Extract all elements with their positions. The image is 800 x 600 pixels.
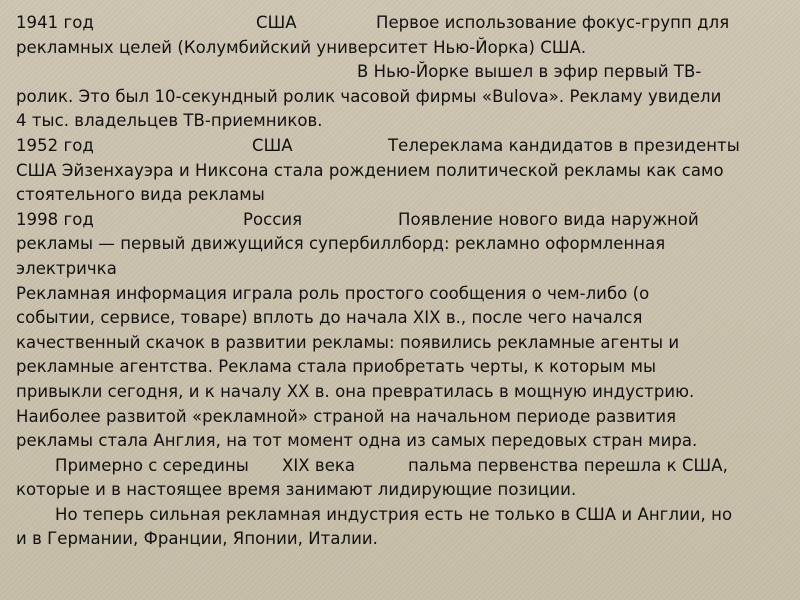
industry-text-2: и в Германии, Франции, Японии, Италии.	[16, 529, 378, 549]
entry-1952-text-3: стоятельного вида рекламы	[16, 185, 265, 205]
entry-tv-text-1: В Нью-Йорке вышел в эфир первый ТВ-	[357, 62, 702, 82]
history-line	[16, 306, 784, 331]
entry-1952-text-1: Телереклама кандидатов в президенты	[388, 135, 740, 155]
entry-1941-year: 1941 год	[16, 13, 94, 32]
entry-1941-text-2: рекламных целей (Колумбийский университет Нью-Йорка) США.	[16, 37, 587, 57]
usa-text-2: которые и в настоящее время занимают лидирующие позиции.	[16, 480, 577, 500]
entry-1998-text-3: электричка	[16, 258, 117, 278]
entry-tv-line-1	[16, 60, 784, 85]
industry-text-1: Но теперь сильная рекламная индустрия есть не только в США и Англии, но	[55, 504, 733, 524]
entry-1952-line-1	[16, 134, 784, 159]
industry-line-2	[16, 527, 784, 552]
usa-text-part-1: Примерно с середины	[55, 455, 249, 475]
history-line	[16, 331, 784, 356]
history-line	[16, 282, 784, 307]
entry-1998-year: 1998 год	[16, 209, 94, 229]
history-text: событии, сервисе, товаре) вплоть до начала XIX в., после чего начался	[16, 308, 643, 328]
industry-line-1	[16, 503, 784, 528]
history-text: привыкли сегодня, и к началу XX в. она превратилась в мощную индустрию.	[16, 381, 695, 401]
usa-line-2	[16, 478, 784, 503]
usa-text-part-3: пальма первенства перешла к США,	[408, 455, 728, 475]
history-text: рекламные агентства. Реклама стала приобретать черты, к которым мы	[16, 357, 657, 377]
entry-1952-line-3	[16, 183, 784, 208]
entry-tv-text-3: 4 тыс. владельцев ТВ-приемников.	[16, 111, 323, 131]
usa-line-1	[16, 454, 784, 479]
history-text: Наиболее развитой «рекламной» страной на начальном периоде развития	[16, 406, 677, 426]
entry-1952-year: 1952 год	[16, 135, 94, 155]
history-line	[16, 405, 784, 430]
entry-1998-country: Россия	[243, 209, 303, 229]
entry-1941-line-1	[16, 11, 784, 36]
history-line	[16, 429, 784, 454]
entry-1952-line-2	[16, 159, 784, 184]
entry-1998-text-1: Появление нового вида наружной	[398, 209, 699, 229]
entry-1998-line-2	[16, 232, 784, 257]
history-line	[16, 380, 784, 405]
entry-1952-country: США	[252, 135, 293, 155]
history-text: рекламы стала Англия, на тот момент одна из самых передовых стран мира.	[16, 431, 698, 451]
entry-1998-line-3	[16, 257, 784, 282]
history-line	[16, 355, 784, 380]
history-text: Рекламная информация играла роль простого сообщения о чем-либо (о	[16, 283, 650, 303]
entry-1941-country: США	[256, 13, 297, 32]
entry-tv-line-3	[16, 109, 784, 134]
entry-1941-line-2	[16, 36, 784, 61]
entry-1952-text-2: США Эйзенхауэра и Никсона стала рождением политической рекламы как само	[16, 160, 724, 180]
slide-text-block	[16, 11, 784, 552]
entry-1998-line-1	[16, 208, 784, 233]
entry-1941-text-1: Первое использование фокус-групп для	[376, 13, 730, 32]
history-text: качественный скачок в развитии рекламы: появились рекламные агенты и	[16, 332, 680, 352]
entry-1998-text-2: рекламы — первый движущийся супербиллборд: рекламно оформленная	[16, 234, 666, 254]
entry-tv-line-2	[16, 85, 784, 110]
entry-tv-text-2: ролик. Это был 10-секундный ролик часовой фирмы «Bulova». Рекламу увидели	[16, 86, 722, 106]
usa-text-part-2: XIX века	[282, 455, 356, 475]
